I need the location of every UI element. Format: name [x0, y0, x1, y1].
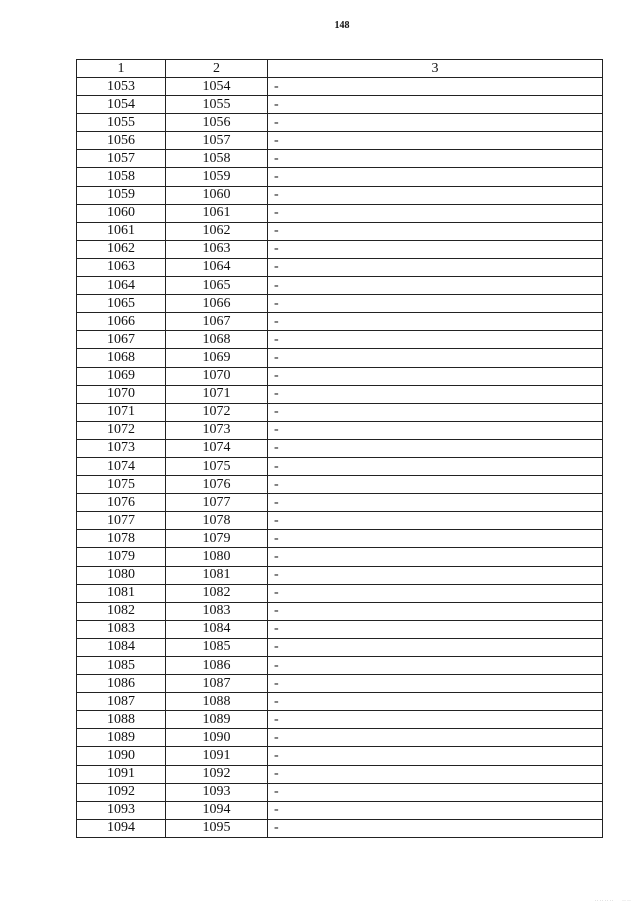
table-row	[77, 783, 603, 801]
table-cell-col1: 1080	[77, 566, 166, 584]
table-body	[77, 78, 603, 838]
table-cell-col1: 1091	[77, 765, 166, 783]
table-cell-col1: 1093	[77, 801, 166, 819]
table-cell-col3: -	[268, 385, 603, 403]
table-row	[77, 548, 603, 566]
table-cell-col2: 1079	[166, 530, 268, 548]
table-cell-col3: -	[268, 729, 603, 747]
table-cell-col3: -	[268, 367, 603, 385]
table-cell-col3: -	[268, 204, 603, 222]
scan-artifact: ‥‥‥‥ ‥‥	[594, 897, 632, 903]
table-cell-col1: 1068	[77, 349, 166, 367]
table-cell-col1: 1075	[77, 476, 166, 494]
table-row	[77, 494, 603, 512]
table-cell-col1: 1056	[77, 132, 166, 150]
table-cell-col1: 1081	[77, 584, 166, 602]
table-cell-col1: 1058	[77, 168, 166, 186]
table-cell-col2: 1074	[166, 439, 268, 457]
table-cell-col1: 1066	[77, 313, 166, 331]
table-cell-col2: 1094	[166, 801, 268, 819]
table-cell-col1: 1084	[77, 638, 166, 656]
table-row	[77, 385, 603, 403]
table-cell-col3: -	[268, 96, 603, 114]
table-cell-col3: -	[268, 675, 603, 693]
table-cell-col1: 1085	[77, 657, 166, 675]
data-table	[76, 59, 603, 838]
table-cell-col1: 1073	[77, 439, 166, 457]
column-header-2: 2	[166, 60, 268, 78]
table-cell-col2: 1091	[166, 747, 268, 765]
table-row	[77, 457, 603, 475]
table-cell-col2: 1066	[166, 295, 268, 313]
table-row	[77, 439, 603, 457]
table-cell-col3: -	[268, 638, 603, 656]
table-cell-col3: -	[268, 530, 603, 548]
table-row	[77, 132, 603, 150]
table-cell-col3: -	[268, 331, 603, 349]
table-cell-col2: 1088	[166, 693, 268, 711]
table-cell-col3: -	[268, 657, 603, 675]
table-header-row	[77, 60, 603, 78]
table-cell-col2: 1076	[166, 476, 268, 494]
table-row	[77, 313, 603, 331]
table-cell-col1: 1079	[77, 548, 166, 566]
table-cell-col2: 1072	[166, 403, 268, 421]
table-cell-col2: 1061	[166, 204, 268, 222]
table-cell-col3: -	[268, 313, 603, 331]
table-cell-col3: -	[268, 457, 603, 475]
table-row	[77, 168, 603, 186]
table-cell-col2: 1067	[166, 313, 268, 331]
table-cell-col1: 1064	[77, 277, 166, 295]
table-cell-col3: -	[268, 439, 603, 457]
table-cell-col2: 1089	[166, 711, 268, 729]
table-cell-col1: 1076	[77, 494, 166, 512]
table-row	[77, 240, 603, 258]
table-cell-col3: -	[268, 240, 603, 258]
table-cell-col3: -	[268, 602, 603, 620]
table-cell-col1: 1061	[77, 222, 166, 240]
table-cell-col1: 1074	[77, 457, 166, 475]
table-cell-col2: 1073	[166, 421, 268, 439]
table-row	[77, 765, 603, 783]
table-cell-col1: 1057	[77, 150, 166, 168]
table-row	[77, 476, 603, 494]
table-cell-col3: -	[268, 711, 603, 729]
table-cell-col1: 1086	[77, 675, 166, 693]
table-cell-col3: -	[268, 222, 603, 240]
table-row	[77, 258, 603, 276]
table-cell-col3: -	[268, 765, 603, 783]
table-cell-col3: -	[268, 295, 603, 313]
table-cell-col1: 1092	[77, 783, 166, 801]
table-cell-col3: -	[268, 801, 603, 819]
table-cell-col1: 1089	[77, 729, 166, 747]
table-row	[77, 204, 603, 222]
table-row	[77, 331, 603, 349]
table-row	[77, 675, 603, 693]
table-cell-col2: 1080	[166, 548, 268, 566]
table-row	[77, 277, 603, 295]
table-cell-col1: 1088	[77, 711, 166, 729]
table-cell-col2: 1059	[166, 168, 268, 186]
table-cell-col2: 1075	[166, 457, 268, 475]
table-cell-col2: 1058	[166, 150, 268, 168]
table-cell-col1: 1059	[77, 186, 166, 204]
table-cell-col1: 1087	[77, 693, 166, 711]
table-cell-col2: 1060	[166, 186, 268, 204]
table-cell-col3: -	[268, 78, 603, 96]
table-row	[77, 620, 603, 638]
table-cell-col3: -	[268, 114, 603, 132]
table-cell-col2: 1078	[166, 512, 268, 530]
table-cell-col3: -	[268, 150, 603, 168]
table-cell-col2: 1081	[166, 566, 268, 584]
table-cell-col3: -	[268, 584, 603, 602]
table-row	[77, 403, 603, 421]
table-row	[77, 367, 603, 385]
table-row	[77, 638, 603, 656]
page-number: 148	[334, 20, 350, 31]
table-cell-col3: -	[268, 168, 603, 186]
table-cell-col1: 1090	[77, 747, 166, 765]
table-row	[77, 657, 603, 675]
column-header-3: 3	[268, 60, 603, 78]
table-cell-col2: 1070	[166, 367, 268, 385]
table-cell-col3: -	[268, 132, 603, 150]
table-cell-col2: 1083	[166, 602, 268, 620]
table-cell-col3: -	[268, 494, 603, 512]
table-row	[77, 693, 603, 711]
table-cell-col1: 1094	[77, 819, 166, 837]
table-cell-col2: 1082	[166, 584, 268, 602]
table-row	[77, 584, 603, 602]
table-cell-col3: -	[268, 548, 603, 566]
table-cell-col1: 1062	[77, 240, 166, 258]
table-cell-col2: 1095	[166, 819, 268, 837]
table-row	[77, 819, 603, 837]
table-cell-col1: 1067	[77, 331, 166, 349]
table-cell-col2: 1071	[166, 385, 268, 403]
table-cell-col3: -	[268, 620, 603, 638]
table-row	[77, 747, 603, 765]
table-cell-col2: 1092	[166, 765, 268, 783]
table-row	[77, 186, 603, 204]
table-cell-col2: 1057	[166, 132, 268, 150]
table-cell-col1: 1070	[77, 385, 166, 403]
table-cell-col3: -	[268, 512, 603, 530]
table-cell-col1: 1078	[77, 530, 166, 548]
table-row	[77, 801, 603, 819]
table-row	[77, 711, 603, 729]
table-cell-col2: 1055	[166, 96, 268, 114]
table-cell-col1: 1060	[77, 204, 166, 222]
table-cell-col2: 1084	[166, 620, 268, 638]
table-cell-col2: 1093	[166, 783, 268, 801]
table-cell-col2: 1062	[166, 222, 268, 240]
table-cell-col3: -	[268, 277, 603, 295]
table-cell-col3: -	[268, 258, 603, 276]
table-cell-col1: 1055	[77, 114, 166, 132]
table-row	[77, 729, 603, 747]
table-cell-col1: 1077	[77, 512, 166, 530]
table-cell-col3: -	[268, 403, 603, 421]
table-cell-col3: -	[268, 186, 603, 204]
table-cell-col2: 1077	[166, 494, 268, 512]
table-row	[77, 96, 603, 114]
table-cell-col3: -	[268, 349, 603, 367]
table-row	[77, 421, 603, 439]
table-cell-col3: -	[268, 476, 603, 494]
table-cell-col3: -	[268, 783, 603, 801]
table-cell-col2: 1086	[166, 657, 268, 675]
table-cell-col2: 1054	[166, 78, 268, 96]
table-row	[77, 114, 603, 132]
table-cell-col2: 1087	[166, 675, 268, 693]
table-cell-col1: 1069	[77, 367, 166, 385]
table-row	[77, 530, 603, 548]
table-cell-col1: 1083	[77, 620, 166, 638]
table-row	[77, 222, 603, 240]
table-row	[77, 295, 603, 313]
table-cell-col2: 1064	[166, 258, 268, 276]
table-cell-col1: 1082	[77, 602, 166, 620]
table-cell-col2: 1065	[166, 277, 268, 295]
column-header-1: 1	[77, 60, 166, 78]
table-row	[77, 602, 603, 620]
table-cell-col2: 1085	[166, 638, 268, 656]
table-cell-col2: 1056	[166, 114, 268, 132]
table-cell-col2: 1069	[166, 349, 268, 367]
table-cell-col3: -	[268, 819, 603, 837]
table-row	[77, 78, 603, 96]
table-row	[77, 150, 603, 168]
table-cell-col2: 1068	[166, 331, 268, 349]
table-cell-col2: 1090	[166, 729, 268, 747]
table-cell-col3: -	[268, 747, 603, 765]
table-cell-col3: -	[268, 566, 603, 584]
table-cell-col1: 1053	[77, 78, 166, 96]
table-cell-col3: -	[268, 421, 603, 439]
table-cell-col1: 1063	[77, 258, 166, 276]
table-cell-col2: 1063	[166, 240, 268, 258]
table-row	[77, 512, 603, 530]
table-cell-col3: -	[268, 693, 603, 711]
table-cell-col1: 1065	[77, 295, 166, 313]
table-row	[77, 349, 603, 367]
table-cell-col1: 1071	[77, 403, 166, 421]
table-cell-col1: 1054	[77, 96, 166, 114]
table-cell-col1: 1072	[77, 421, 166, 439]
table-row	[77, 566, 603, 584]
